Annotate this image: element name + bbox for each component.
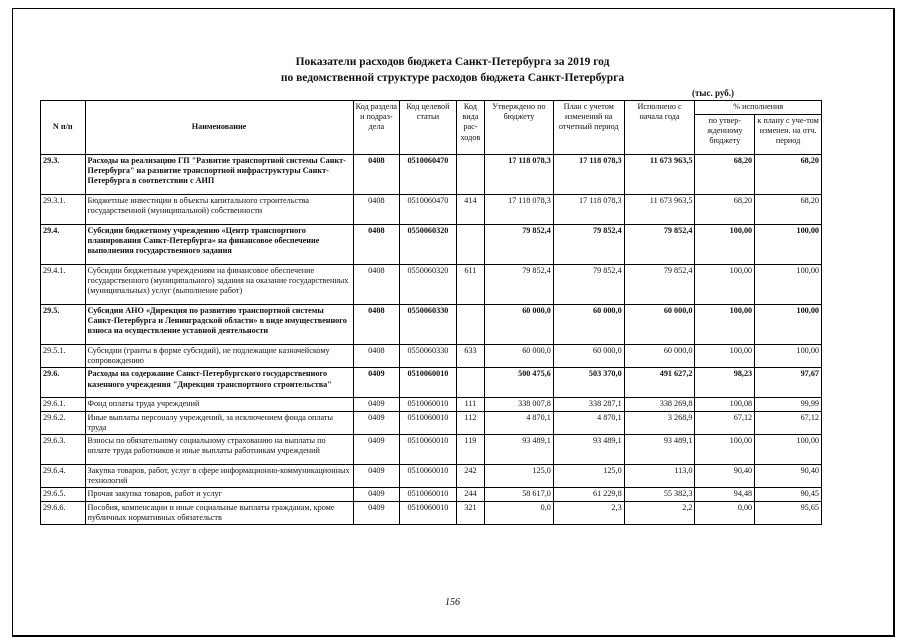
table-row (41, 195, 822, 225)
row-razdel: 0409 (353, 435, 400, 465)
row-num: 29.6. (41, 368, 86, 398)
row-utv: 125,0 (485, 465, 554, 488)
row-utv: 500 475,6 (485, 368, 554, 398)
row-name: Закупка товаров, работ, услуг в сфере информационно-коммуникационных технологий (85, 465, 353, 488)
row-razdel: 0409 (353, 488, 400, 501)
row-pct-plan: 68,20 (755, 195, 822, 225)
table-row (41, 488, 822, 501)
table-row (41, 465, 822, 488)
header-isp: Исполнено с начала года (624, 101, 695, 155)
row-statya: 0510060470 (400, 155, 457, 195)
row-utv: 79 852,4 (485, 225, 554, 265)
header-pct-group: % исполнения (695, 101, 822, 115)
row-vid (456, 368, 484, 398)
row-statya: 0510060470 (400, 195, 457, 225)
row-pct-utv: 100,00 (695, 345, 755, 368)
row-razdel: 0409 (353, 398, 400, 411)
row-plan: 2,3 (553, 501, 624, 524)
row-isp: 338 269,8 (624, 398, 695, 411)
row-plan: 61 229,8 (553, 488, 624, 501)
row-statya: 0550060330 (400, 345, 457, 368)
row-name: Иные выплаты персоналу учреждений, за исключением фонда оплаты труда (85, 411, 353, 434)
row-name: Бюджетные инвестиции в объекты капитального строительства государственной (муниципальной) собственности (85, 195, 353, 225)
row-pct-plan: 100,00 (755, 305, 822, 345)
row-plan: 338 287,1 (553, 398, 624, 411)
row-name: Пособия, компенсации и иные социальные выплаты гражданам, кроме публичных нормативных обязательств (85, 501, 353, 524)
row-utv: 4 870,1 (485, 411, 554, 434)
row-vid: 633 (456, 345, 484, 368)
row-statya: 0550060320 (400, 225, 457, 265)
units-label: (тыс. руб.) (692, 88, 734, 98)
table-row (41, 265, 822, 305)
row-name: Субсидии бюджетным учреждениям на финансовое обеспечение государственного (муниципального) задания на оказание государственных (муниципальных) услуг (выполнение работ) (85, 265, 353, 305)
table-row (41, 501, 822, 524)
table-row (41, 225, 822, 265)
row-statya: 0510060010 (400, 435, 457, 465)
row-vid: 414 (456, 195, 484, 225)
row-statya: 0510060010 (400, 411, 457, 434)
row-num: 29.6.5. (41, 488, 86, 501)
row-plan: 79 852,4 (553, 225, 624, 265)
row-isp: 79 852,4 (624, 265, 695, 305)
row-vid: 111 (456, 398, 484, 411)
row-razdel: 0408 (353, 195, 400, 225)
row-plan: 93 489,1 (553, 435, 624, 465)
row-isp: 11 673 963,5 (624, 155, 695, 195)
row-name: Расходы на содержание Санкт-Петербургского государственного казенного учреждения "Дирекция транспортного строительства" (85, 368, 353, 398)
row-pct-plan: 100,00 (755, 265, 822, 305)
row-name: Фонд оплаты труда учреждений (85, 398, 353, 411)
row-pct-utv: 0,00 (695, 501, 755, 524)
header-razdel: Код раздела и подраз-дела (353, 101, 400, 155)
row-num: 29.4.1. (41, 265, 86, 305)
row-pct-utv: 67,12 (695, 411, 755, 434)
row-utv: 58 617,0 (485, 488, 554, 501)
row-plan: 17 118 078,3 (553, 155, 624, 195)
row-name: Субсидии бюджетному учреждению «Центр транспортного планирования Санкт-Петербурга» на финансовое обеспечение выполнения государственного задания (85, 225, 353, 265)
row-plan: 17 118 078,3 (553, 195, 624, 225)
row-pct-utv: 90,40 (695, 465, 755, 488)
header-pct-utv: по утвер-жденному бюджету (695, 115, 755, 155)
row-vid (456, 225, 484, 265)
row-pct-plan: 68,20 (755, 155, 822, 195)
row-razdel: 0408 (353, 155, 400, 195)
row-statya: 0510060010 (400, 501, 457, 524)
row-vid: 119 (456, 435, 484, 465)
row-utv: 60 000,0 (485, 345, 554, 368)
page-number: 156 (445, 597, 460, 608)
table-row (41, 345, 822, 368)
row-razdel: 0409 (353, 368, 400, 398)
row-pct-utv: 100,00 (695, 265, 755, 305)
row-isp: 11 673 963,5 (624, 195, 695, 225)
row-utv: 93 489,1 (485, 435, 554, 465)
row-utv: 60 000,0 (485, 305, 554, 345)
row-pct-utv: 100,00 (695, 225, 755, 265)
row-pct-utv: 100,00 (695, 435, 755, 465)
table-row (41, 305, 822, 345)
row-name: Субсидии (гранты в форме субсидий), не подлежащие казначейскому сопровождению (85, 345, 353, 368)
row-isp: 60 000,0 (624, 345, 695, 368)
row-num: 29.3.1. (41, 195, 86, 225)
header-utv: Утверждено по бюджету (485, 101, 554, 155)
header-plan: План с учетом изменений на отчетный период (553, 101, 624, 155)
row-pct-utv: 100,08 (695, 398, 755, 411)
row-isp: 93 489,1 (624, 435, 695, 465)
row-statya: 0550060330 (400, 305, 457, 345)
row-num: 29.6.4. (41, 465, 86, 488)
row-razdel: 0409 (353, 411, 400, 434)
row-vid: 611 (456, 265, 484, 305)
header-pct-plan: к плану с уче-том изменен. на отч. период (755, 115, 822, 155)
row-isp: 491 627,2 (624, 368, 695, 398)
row-statya: 0550060320 (400, 265, 457, 305)
row-plan: 79 852,4 (553, 265, 624, 305)
row-vid: 321 (456, 501, 484, 524)
row-num: 29.6.2. (41, 411, 86, 434)
row-razdel: 0409 (353, 501, 400, 524)
row-vid: 112 (456, 411, 484, 434)
table-row (41, 368, 822, 398)
row-pct-utv: 98,23 (695, 368, 755, 398)
row-name: Прочая закупка товаров, работ и услуг (85, 488, 353, 501)
row-name: Взносы по обязательному социальному страхованию на выплаты по оплате труда работников и иные выплаты работникам учреждений (85, 435, 353, 465)
row-plan: 60 000,0 (553, 345, 624, 368)
row-plan: 60 000,0 (553, 305, 624, 345)
row-pct-plan: 95,65 (755, 501, 822, 524)
row-statya: 0510060010 (400, 368, 457, 398)
row-utv: 0,0 (485, 501, 554, 524)
row-vid (456, 155, 484, 195)
row-utv: 79 852,4 (485, 265, 554, 305)
row-razdel: 0408 (353, 305, 400, 345)
row-num: 29.6.6. (41, 501, 86, 524)
row-name: Субсидии АНО «Дирекция по развитию транспортной системы Санкт-Петербурга и Ленинградской области» в виде имущественного взноса на осуществление уставной деятельности (85, 305, 353, 345)
row-statya: 0510060010 (400, 488, 457, 501)
row-statya: 0510060010 (400, 398, 457, 411)
row-pct-utv: 68,20 (695, 195, 755, 225)
table-row (41, 398, 822, 411)
row-pct-plan: 90,45 (755, 488, 822, 501)
document-title-line2: по ведомственной структуре расходов бюджета Санкт-Петербурга (280, 72, 625, 84)
row-pct-plan: 67,12 (755, 411, 822, 434)
row-isp: 2,2 (624, 501, 695, 524)
document-title-line1: Показатели расходов бюджета Санкт-Петербурга за 2019 год (295, 56, 610, 68)
row-num: 29.6.3. (41, 435, 86, 465)
row-plan: 4 870,1 (553, 411, 624, 434)
row-num: 29.5. (41, 305, 86, 345)
row-pct-utv: 94,48 (695, 488, 755, 501)
row-utv: 338 007,8 (485, 398, 554, 411)
row-pct-plan: 99,99 (755, 398, 822, 411)
row-pct-utv: 68,20 (695, 155, 755, 195)
row-num: 29.4. (41, 225, 86, 265)
row-isp: 3 268,9 (624, 411, 695, 434)
row-pct-plan: 100,00 (755, 345, 822, 368)
row-statya: 0510060010 (400, 465, 457, 488)
row-num: 29.6.1. (41, 398, 86, 411)
row-plan: 125,0 (553, 465, 624, 488)
header-vid: Код вида рас-ходов (456, 101, 484, 155)
row-pct-utv: 100,00 (695, 305, 755, 345)
budget-table (40, 100, 822, 525)
header-name: Наименование (85, 101, 353, 155)
row-isp: 79 852,4 (624, 225, 695, 265)
row-vid (456, 305, 484, 345)
row-utv: 17 118 078,3 (485, 195, 554, 225)
row-name: Расходы на реализацию ГП "Развитие транспортной системы Санкт-Петербурга" на развитие транспортной инфраструктуры Санкт-Петербурга в соответствии с АИП (85, 155, 353, 195)
row-vid: 244 (456, 488, 484, 501)
row-isp: 60 000,0 (624, 305, 695, 345)
table-row (41, 411, 822, 434)
table-row (41, 155, 822, 195)
row-razdel: 0408 (353, 225, 400, 265)
table-row (41, 435, 822, 465)
header-num: N п/п (41, 101, 86, 155)
row-utv: 17 118 078,3 (485, 155, 554, 195)
row-isp: 55 382,3 (624, 488, 695, 501)
row-isp: 113,0 (624, 465, 695, 488)
row-razdel: 0408 (353, 265, 400, 305)
row-pct-plan: 97,67 (755, 368, 822, 398)
row-plan: 503 370,0 (553, 368, 624, 398)
row-vid: 242 (456, 465, 484, 488)
row-pct-plan: 90,40 (755, 465, 822, 488)
row-num: 29.3. (41, 155, 86, 195)
row-num: 29.5.1. (41, 345, 86, 368)
header-statya: Код целевой статьи (400, 101, 457, 155)
row-pct-plan: 100,00 (755, 435, 822, 465)
row-razdel: 0409 (353, 465, 400, 488)
row-pct-plan: 100,00 (755, 225, 822, 265)
row-razdel: 0408 (353, 345, 400, 368)
